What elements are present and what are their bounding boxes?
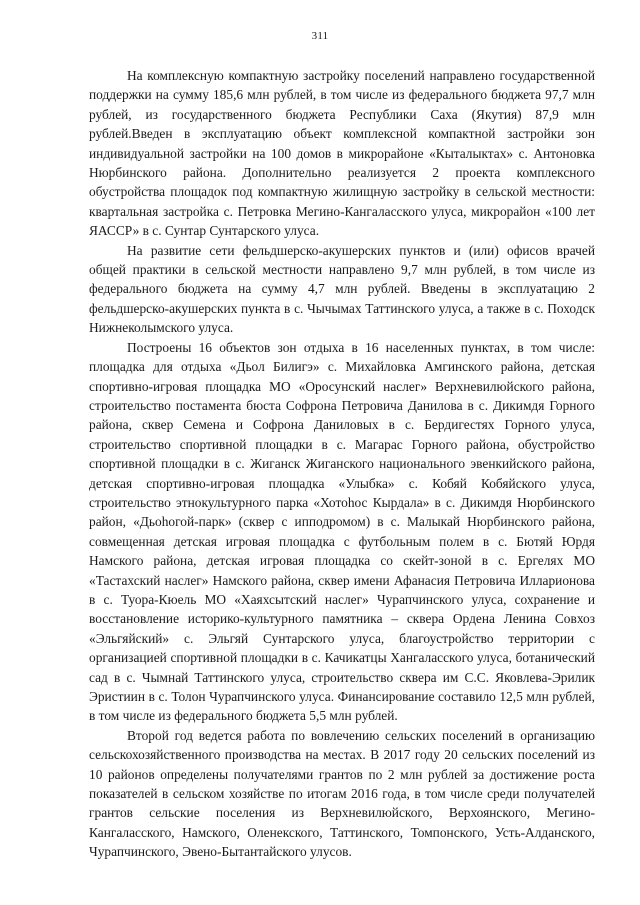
page-number: 311 (311, 30, 329, 42)
document-body (89, 66, 595, 862)
paragraph-agricultural-grants: Второй год ведется работа по вовлечению сельских поселений в организацию сельскохозяйственного производства на местах. В 2017 году 20 сельских поселений из 10 районов определены получателями грантов по 2 млн рублей за достижение роста показателей в сельском хозяйстве по итогам 2016 года, в том числе среди получателей грантов сельские поселения из Верхневилюйского, Верхоянского, Мегино-Кангаласского, Намского, Оленекского, Таттинского, Томпонского, Усть-Алданского, Чурапчинского, Эвено-Бытантайского улусов. (89, 727, 595, 860)
paragraph-medical-points: На развитие сети фельдшерско-акушерских пунктов и (или) офисов врачей общей практики в сельской местности направлено 9,7 млн рублей, в том числе из федерального бюджета на сумму 4,7 млн рублей. Введены в эксплуатацию 2 фельдшерско-акушерских пункта в с. Чычымах Таттинского улуса, а также в с. Походск Нижнеколымского улуса. (89, 242, 595, 336)
paragraph-recreation-zones: Построены 16 объектов зон отдыха в 16 населенных пунктах, в том числе: площадка для отдыха «Дьол Билигэ» с. Михайловка Амгинского района, детская спортивно-игровая площадка МО «Оросунский наслег» Верхневилюйского района, строительство постамента бюста Софрона Петровича Данилова в с. Дикимдя Горного района, сквер Семена и Софрона Даниловых в с. Бердигестях Горного улуса, строительство спортивной площадки в с. Магарас Горного района, обустройство спортивной площадки в с. Жиганск Жиганского национального эвенкийского района, детская спортивно-игровая площадка «Улыбка» с. Кобяй Кобяйского улуса, строительство этнокультурного парка «Хотоhос Кырдала» в с. Дикимдя Нюрбинского район, «Дьоhогой-парк» (сквер с ипподромом) в с. Малыкай Нюрбинского района, совмещенная детская игровая площадка с футбольным полем в с. Бютяй Юрдя Намского района, детская игровая площадка со скейт-зоной в с. Ергелях МО «Тастахский наслег» Намского района, сквер имени Афанасия Петровича Илларионова в с. Туора-Кюель МО «Хаяхсытский наслег» Чурапчинского улуса, сохранение и восстановление историко-культурного памятника – сквера Ордена Ленина Совхоз «Эльгяйский» с. Эльгяй Сунтарского улуса, благоустройство территории с организацией спортивной площадки в с. Качикатцы Хангаласского улуса, ботанический сад в с. Чымнай Таттинского улуса, строительство сквера им С.С. Яковлева-Эрилик Эристиин в с. Толон Чурапчинского улуса. Финансирование составило 12,5 млн рублей, в том числе из федерального бюджета 5,5 млн рублей. (89, 339, 595, 724)
paragraph-compact-development: На комплексную компактную застройку поселений направлено государственной поддержки на сумму 185,6 млн рублей, в том числе из федерального бюджета 97,7 млн рублей, из государственного бюджета Республики Саха (Якутия) 87,9 млн рублей.Введен в эксплуатацию объект комплексной компактной застройки зон индивидуальной застройки на 100 домов в микрорайоне «Кыталыктах» с. Антоновка Нюрбинского района. Дополнительно реализуется 2 проекта комплексного обустройства площадок под компактную жилищную застройку в сельской местности: квартальная застройка с. Петровка Мегино-Кангаласского улуса, микрорайон «100 лет ЯАССР» в с. Сунтар Сунтарского улуса. (89, 68, 595, 239)
